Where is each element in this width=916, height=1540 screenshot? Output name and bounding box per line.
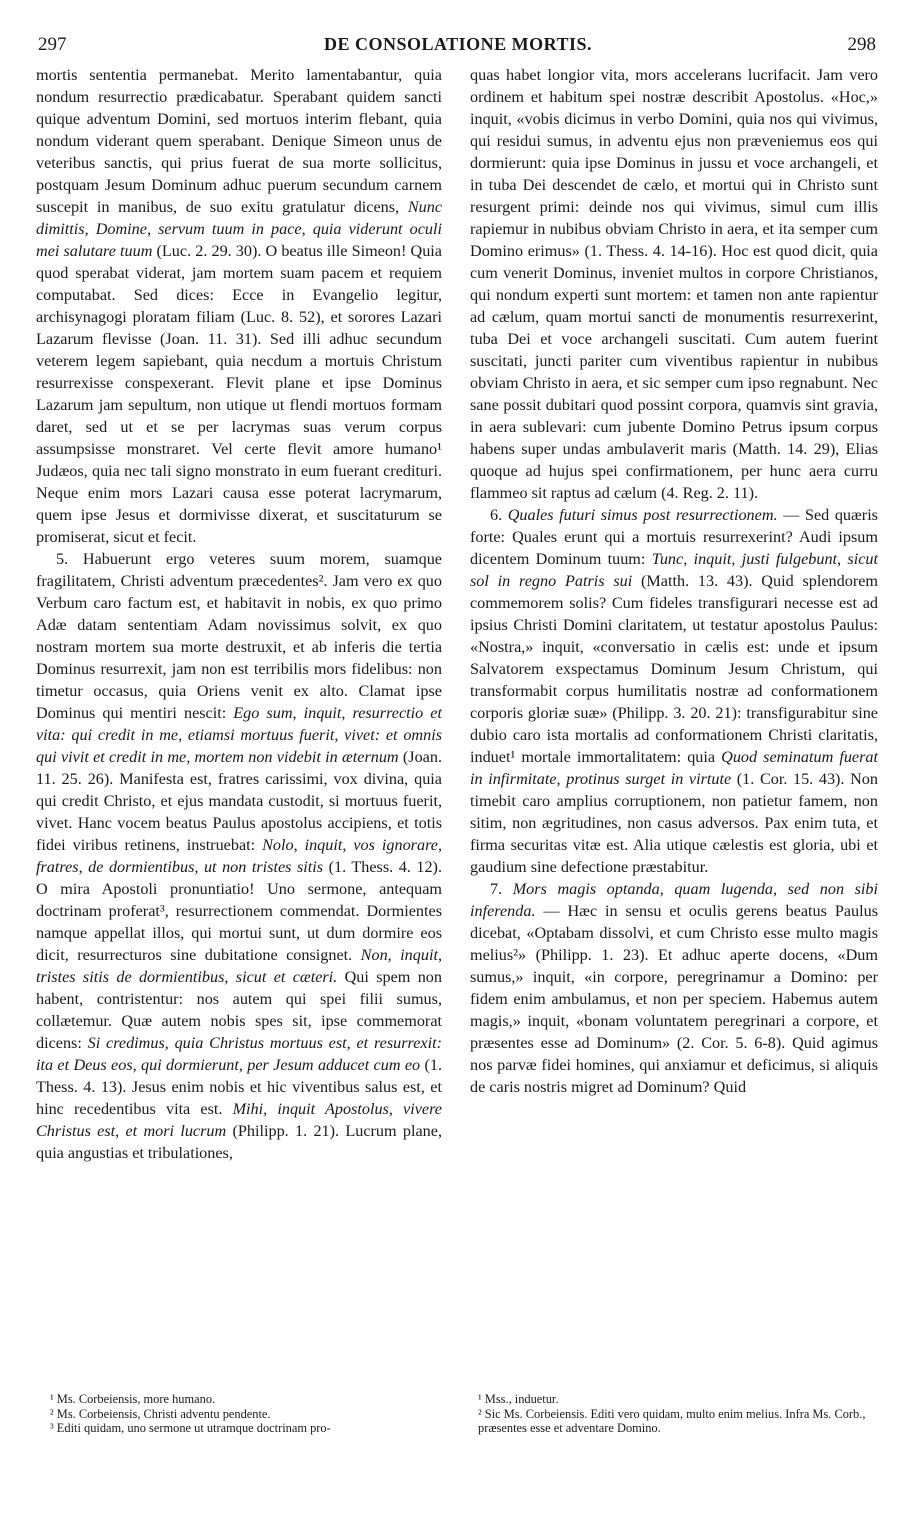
section-number: 7. <box>490 880 503 898</box>
scripture-quote: Quod seminatum fuerat in infirmitate, protinus surget in virtute <box>470 748 879 788</box>
body-text: quas habet longior vita, mors accelerans lucrifacit. Jam vero ordinem et habitum spei nostræ describit Apostolus. «Hoc,» inquit, «vobis dicimus in verbo Domini, quia nos qui vivimus, qui residui sumus, in adventu ejus non præveniemus eos qui dormierunt: quia ipse Dominus in jussu et voce archangeli, et in tuba Dei descendet de cælo, et mortui qui in Christo sunt resurgent primi: deinde nos qui vivimus, simul cum illis rapiemur in nubibus obviam Christo in aera, et ita semper cum Domino erimus» (1. Thess. 4. 14-16). Hoc est quod dicit, quia cum venerit Dominus, inveniet multos in corpore Christianos, qui nondum experti sunt mortem: et tamen non ante rapientur ad cælum, quam mortui sancti de monumentis resurrexerint, tuba Dei et voce archangeli suscitati. Cum autem fuerint suscitati, juncti pariter cum viventibus rapientur in nubibus obviam Christo in aera, et sic semper cum ipso regnabunt. Nec sane possit dubitari quod possint corpora, quamvis sint gravia, in aera sublevari: cum jubente Domino Petrus ipsum corpus habens super undas ambulaverit maris (Matth. 14. 29), Elias quoque ad hujus spei confirmationem, per hunc aera curru flammeo sit raptus ad cælum (4. Reg. 2. 11). <box>470 66 878 502</box>
scripture-quote: Mihi, inquit Apostolus, vivere Christus est, et mori lucrum <box>36 1100 442 1140</box>
footnote: ¹ Mss., induetur. <box>478 1392 559 1406</box>
scripture-quote: Tunc, inquit, justi fulgebunt, sicut sol in regno Patris sui <box>470 550 878 590</box>
citation: (1. Thess. 4. 13). <box>36 1056 443 1096</box>
body-text: O mira Apostoli pronuntiatio! Uno sermone, antequam doctrinam proferat³, resurrectionem commendat. Dormientes namque appellat illos, qui mortui sunt, ut dum dormire eos dicit, resurrecturos sine dubitatione consignet. <box>36 880 442 964</box>
footnote: ¹ Ms. Corbeiensis, more humano. <box>50 1392 216 1406</box>
scripture-quote: Si credimus, quia Christus mortuus est, et resurrexit: ita et Deus eos, qui dormierunt, per Jesum adducet cum eo <box>36 1034 442 1074</box>
running-header <box>0 34 916 58</box>
citation: (Philipp. 1. 21). <box>226 1122 340 1140</box>
section-number: 5. <box>56 550 69 568</box>
body-text: mortis sententia permanebat. Merito lamentabantur, quia nondum resurrectio prædicabatur. Sperabant quidem sancti quique adventum Domini, sed mortuos interim flebant, quia nondum viderant quem sperabant. Denique Simeon unus de veteribus sanctis, qui prius fuerat de sua morte sollicitus, postquam Jesum Dominum adhuc puerum secundum carnem suscepit in manibus, de suo exitu gratulatur dicens, <box>36 66 442 216</box>
body-text: Manifesta est, fratres carissimi, vox divina, quia qui credit Christo, et ejus mandata custodit, si mortuus fuerit, vivet. Hanc vocem beatus Paulus apostolus accipiens, et totis fidei viribus retinens, instruebat: <box>36 770 442 854</box>
right-column <box>470 64 878 1098</box>
paragraph-6 <box>470 504 878 878</box>
citation: (1. Cor. 15. 43). <box>731 770 845 788</box>
scripture-quote: Nunc dimittis, Domine, servum tuum in pace, quia viderunt oculi mei salutare tuum <box>36 198 442 260</box>
left-column <box>36 64 442 1164</box>
body-text: Non timebit caro amplius corruptionem, non patietur famem, non sitim, non ægritudines, non casus adversos. Pax enim tuta, et firma securitas vitæ est. Alia utique cælestis est gloria, ubi et gaudium sine defectione præstabitur. <box>470 770 878 876</box>
body-text: Habuerunt ergo veteres suum morem, suamque fragilitatem, Christi adventum præcedentes². Jam vero ex quo Verbum caro factum est, et habitavit in nobis, ex quo primo Adæ datam sententiam Adam novissimus solvit, ex quo nostram mortem sua morte destruxit, et ab inferis die tertia Dominus resurrexit, jam non est terribilis mors fidelibus: non timetur occasus, quia Oriens venit ex alto. Clamat ipse Dominus qui mentiri nescit: <box>36 550 442 722</box>
footnotes-right <box>478 1392 878 1436</box>
page-number-right: 298 <box>847 34 876 55</box>
citation: (Matth. 13. 43). <box>632 572 753 590</box>
body-text: — Hæc in sensu et oculis gerens beatus Paulus dicebat, «Optabam dissolvi, et cum Christo esse multo magis melius²» (Philipp. 1. 23). Et adhuc aperte docens, «Dum sumus,» inquit, «in corpore, peregrinamur a Domino: per fidem enim ambulamus, et non per speciem. Habemus autem magis,» inquit, «bonam voluntatem peregrinari a corpore, et præsentes esse ad Dominum» (2. Cor. 5. 6-8). Quid agimus nos parvæ fidei homines, qui anxiamur et deficimus, si aliquis de caris nostris migret ad Dominum? Quid <box>470 902 878 1096</box>
paragraph <box>470 64 878 504</box>
running-title: DE CONSOLATIONE MORTIS. <box>323 34 593 54</box>
citation: (Luc. 2. 29. 30). <box>152 242 262 260</box>
paragraph <box>36 64 442 548</box>
body-text: Lucrum plane, quia angustias et tribulationes, <box>36 1122 442 1162</box>
scripture-quote: Ego sum, inquit, resurrectio et vita: qui credit in me, etiamsi mortuus fuerit, vivet: et omnis qui vivit et credit in me, mortem non videbit in æternum <box>36 704 442 766</box>
scripture-quote: Non, inquit, tristes sitis de dormientibus, sicut et cæteri. <box>36 946 442 986</box>
paragraph-7 <box>470 878 878 1098</box>
body-text: — Sed quæris forte: Quales erunt qui a mortuis resurrexerint? Audi ipsum dicentem Dominum tuum: <box>470 506 878 568</box>
section-title: Quales futuri simus post resurrectionem. <box>507 506 778 524</box>
body-text: Qui spem non habent, contristentur: nos autem qui spei filii sumus, collætemur. Quæ autem nobis spes sit, ipse commemorat dicens: <box>36 968 442 1052</box>
footnotes-left <box>50 1392 442 1436</box>
body-text: Quid splendorem commemorem solis? Cum fideles transfigurari necesse est ad ipsius Christi Domini claritatem, ut testatur apostolus Paulus: «Nostra,» inquit, «conversatio in cælis est: unde et ipsum Salvatorem exspectamus Dominum Jesum Christum, qui transformabit corpus humilitatis nostræ ad conformationem corporis gloriæ suæ» (Philipp. 3. 20. 21): transfigurabitur sine dubio caro ista mortalis ad conformationem Christi claritatis, induet¹ mortale immortalitatem: quia <box>470 572 878 766</box>
body-text: O beatus ille Simeon! Quia quod sperabat viderat, jam mortem suam pacem et requiem computabat. Sed dices: Ecce in Evangelio legitur, archisynagogi ploratam filiam (Luc. 8. 52), et sorores Lazari Lazarum flevisse (Joan. 11. 31). Sed illi adhuc secundum veterem legem sapiebant, quia necdum a mortuis Christum resurrexisse conspexerant. Flevit plane et ipse Dominus Lazarum jam sepultum, non utique ut flendi mortuos formam daret, sed ut et se per lacrymas suas verum corpus assumpsisse monstraret. Vel certe flevit amore humano¹ Judæos, quia nec tali signo monstrato in eum fuerant credituri. Neque enim mors Lazari causa esse poterat lacrymarum, quem ipse Jesus et dormivisse dixerat, et suscitaturum se promiserat, sicut et fecit. <box>36 242 442 546</box>
footnote: ² Ms. Corbeiensis, Christi adventu pendente. <box>50 1406 271 1421</box>
citation: (Joan. 11. 25. 26). <box>36 748 443 788</box>
body-text: Jesus enim nobis et hic viventibus salus est, et hinc recedentibus vita est. <box>36 1078 442 1118</box>
section-number: 6. <box>490 506 503 524</box>
page-number-left: 297 <box>38 34 67 55</box>
footnote: ² Sic Ms. Corbeiensis. Editi vero quidam, multo enim melius. Infra Ms. Corb., præsentes esse et adventare Domino. <box>478 1406 866 1435</box>
paragraph-5 <box>36 548 442 1164</box>
section-title: Mors magis optanda, quam lugenda, sed non sibi inferenda. <box>470 880 879 920</box>
footnote: ³ Editi quidam, uno sermone ut utramque doctrinam pro- <box>50 1421 331 1435</box>
scripture-quote: Nolo, inquit, vos ignorare, fratres, de dormientibus, ut non tristes sitis <box>36 836 443 876</box>
citation: (1. Thess. 4. 12). <box>323 858 442 876</box>
